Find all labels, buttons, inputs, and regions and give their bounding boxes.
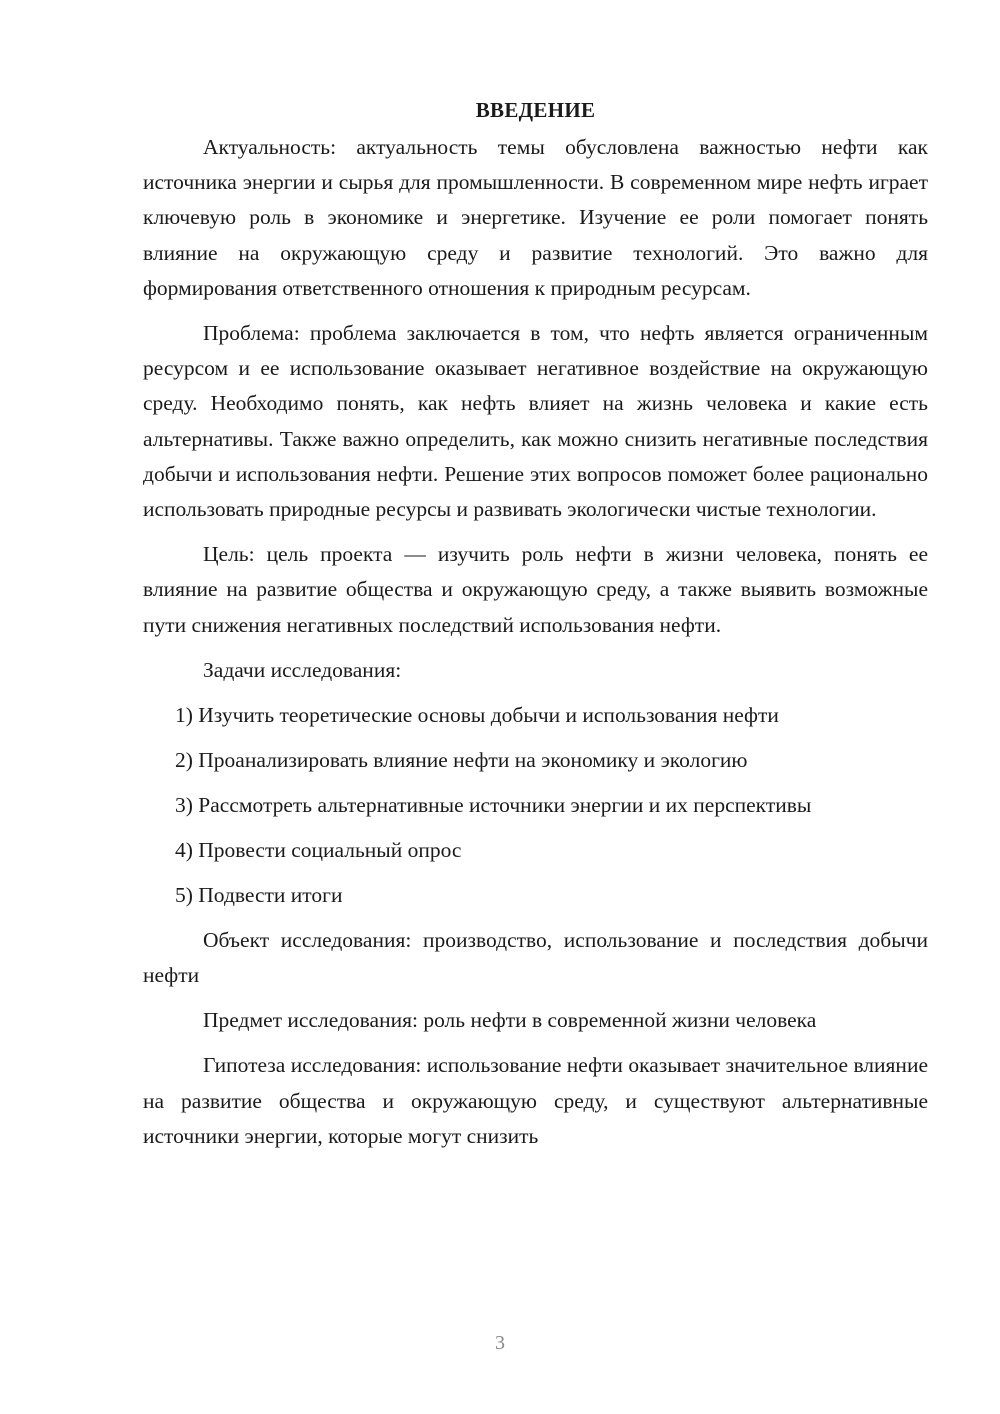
paragraph-hypothesis: Гипотеза исследования: использование нефти оказывает значительное влияние на развитие общества и окружающую среду, и существуют альтернативные источники энергии, которые могут снизить: [143, 1053, 928, 1148]
task-item-3: 3) Рассмотреть альтернативные источники энергии и их перспективы: [175, 792, 812, 817]
task-item-4: 4) Провести социальный опрос: [175, 837, 462, 862]
tasks-list: [143, 698, 928, 913]
task-item-5: 5) Подвести итоги: [175, 882, 343, 907]
task-item-1: 1) Изучить теоретические основы добычи и использования нефти: [175, 702, 779, 727]
task-item-2: 2) Проанализировать влияние нефти на экономику и экологию: [175, 747, 748, 772]
paragraph-problem: Проблема: проблема заключается в том, что нефть является ограниченным ресурсом и ее использование оказывает негативное воздействие на окружающую среду. Необходимо понять, как нефть влияет на жизнь человека и какие есть альтернативы. Также важно определить, как можно снизить негативные последствия добычи и использования нефти. Решение этих вопросов поможет более рационально использовать природные ресурсы и развивать экологически чистые технологии.: [143, 321, 928, 522]
paragraph-goal: Цель: цель проекта — изучить роль нефти в жизни человека, понять ее влияние на развитие общества и окружающую среду, а также выявить возможные пути снижения негативных последствий использования нефти.: [143, 542, 928, 637]
paragraph-subject: Предмет исследования: роль нефти в современной жизни человека: [203, 1008, 817, 1033]
document-page: [143, 92, 928, 1164]
paragraph-object: Объект исследования: производство, использование и последствия добычи нефти: [143, 927, 928, 988]
paragraph-relevance: Актуальность: актуальность темы обусловлена важностью нефти как источника энергии и сырья для промышленности. В современном мире нефть играет ключевую роль в экономике и энергетике. Изучение ее роли помогает понять влияние на окружающую среду и развитие технологий. Это важно для формирования ответственного отношения к природным ресурсам.: [143, 135, 928, 300]
page-title: ВВЕДЕНИЕ: [475, 98, 596, 122]
tasks-title: Задачи исследования:: [203, 657, 402, 682]
page-number: 3: [495, 1332, 505, 1354]
